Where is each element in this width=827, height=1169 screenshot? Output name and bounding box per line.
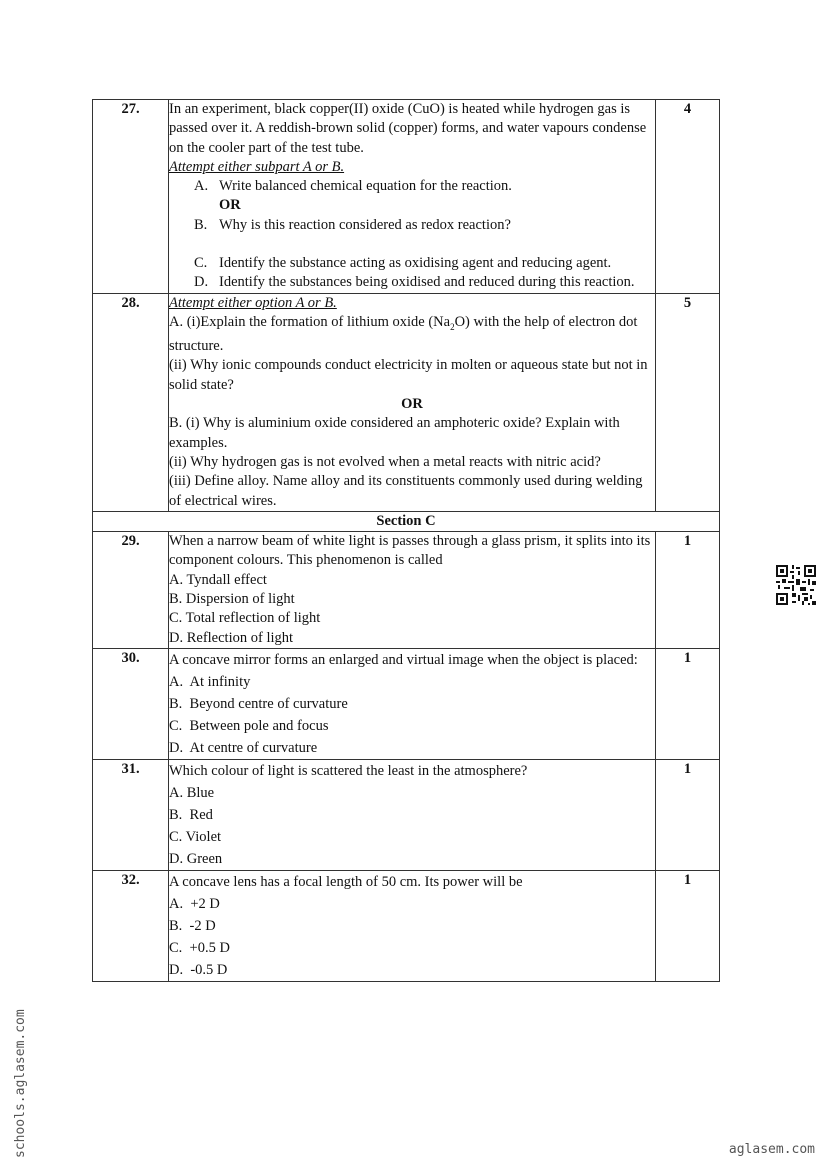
question-row <box>93 648 720 759</box>
option: C. Total reflection of light <box>169 610 321 627</box>
option-b-part-2: (ii) Why hydrogen gas is not evolved when a metal reacts with nitric acid? <box>169 453 601 470</box>
option: D. Green <box>169 850 223 867</box>
question-text <box>169 532 656 649</box>
question-row <box>93 532 720 649</box>
question-instruction: Attempt either option A or B. <box>169 294 337 311</box>
option-a-part-1: A. (i)Explain the formation of lithium oxide $(Na_2O)$ with the help of electron dot structure. <box>169 313 638 355</box>
option: A. Tyndall effect <box>169 571 267 588</box>
option-b-part-3: (iii) Define alloy. Name alloy and its constituents commonly used during welding of electrical wires. <box>169 473 643 509</box>
question-text <box>169 759 656 870</box>
question-marks: 1 <box>656 870 720 981</box>
question-number: 29. <box>93 532 169 649</box>
question-table <box>92 99 720 982</box>
question-row <box>93 870 720 981</box>
question-stem: When a narrow beam of white light is passes through a glass prism, it splits into its component colours. This phenomenon is called <box>169 533 651 569</box>
option: B. Beyond centre of curvature <box>169 695 348 712</box>
option: C. Between pole and focus <box>169 717 329 734</box>
question-text <box>169 293 656 511</box>
subpart-label: A. <box>194 178 209 195</box>
option: A. +2 D <box>169 895 220 912</box>
subpart <box>169 177 655 196</box>
question-instruction: Attempt either subpart A or B. <box>169 158 345 175</box>
subpart-label: B. <box>194 216 208 233</box>
question-number: 30. <box>93 648 169 759</box>
question-stem: Which colour of light is scattered the least in the atmosphere? <box>169 762 528 779</box>
or-divider: OR <box>219 197 241 214</box>
option-a-part-2: (ii) Why ionic compounds conduct electricity in molten or aqueous state but not in solid state? <box>169 357 648 393</box>
footer-watermark: aglasem.com <box>728 1142 815 1157</box>
option: B. Red <box>169 806 213 823</box>
question-marks: 4 <box>656 100 720 294</box>
option-b-part-1: B. (i) Why is aluminium oxide considered an amphoteric oxide? Explain with examples. <box>169 415 620 451</box>
question-number: 32. <box>93 870 169 981</box>
subpart-text: Identify the substances being oxidised and reduced during this reaction. <box>219 274 635 291</box>
subpart-text: Identify the substance acting as oxidising agent and reducing agent. <box>219 255 612 272</box>
subpart <box>169 273 655 292</box>
option: C. Violet <box>169 828 222 845</box>
subpart <box>169 254 655 273</box>
question-text <box>169 648 656 759</box>
question-marks: 5 <box>656 293 720 511</box>
question-marks: 1 <box>656 759 720 870</box>
option: C. +0.5 D <box>169 939 230 956</box>
question-number: 27. <box>93 100 169 294</box>
question-intro: In an experiment, black copper(II) oxide (CuO) is heated while hydrogen gas is passed over it. A reddish-brown solid (copper) forms, and water vapours condense on the cooler part of the test tube. <box>169 101 647 156</box>
subpart <box>169 216 655 235</box>
section-heading: Section C <box>93 511 720 531</box>
option: B. Dispersion of light <box>169 591 295 608</box>
question-stem: A concave lens has a focal length of 50 cm. Its power will be <box>169 873 523 890</box>
option: D. -0.5 D <box>169 961 228 978</box>
subpart-text: Write balanced chemical equation for the reaction. <box>219 178 512 195</box>
subpart-label: C. <box>194 255 208 272</box>
question-marks: 1 <box>656 648 720 759</box>
question-text <box>169 870 656 981</box>
question-marks: 1 <box>656 532 720 649</box>
question-row <box>93 100 720 294</box>
option: A. At infinity <box>169 673 251 690</box>
question-row <box>93 759 720 870</box>
side-watermark: schools.aglasem.com <box>13 1009 28 1158</box>
option: D. Reflection of light <box>169 629 294 646</box>
section-row <box>93 511 720 531</box>
qr-code-icon <box>776 565 816 605</box>
or-divider: OR <box>401 396 423 413</box>
question-text <box>169 100 656 294</box>
option: B. -2 D <box>169 917 216 934</box>
subpart-label: D. <box>194 274 209 291</box>
subpart-text: Why is this reaction considered as redox reaction? <box>219 216 511 233</box>
question-row <box>93 293 720 511</box>
question-number: 28. <box>93 293 169 511</box>
question-number: 31. <box>93 759 169 870</box>
option: A. Blue <box>169 784 215 801</box>
option: D. At centre of curvature <box>169 739 318 756</box>
question-stem: A concave mirror forms an enlarged and virtual image when the object is placed: <box>169 651 638 668</box>
